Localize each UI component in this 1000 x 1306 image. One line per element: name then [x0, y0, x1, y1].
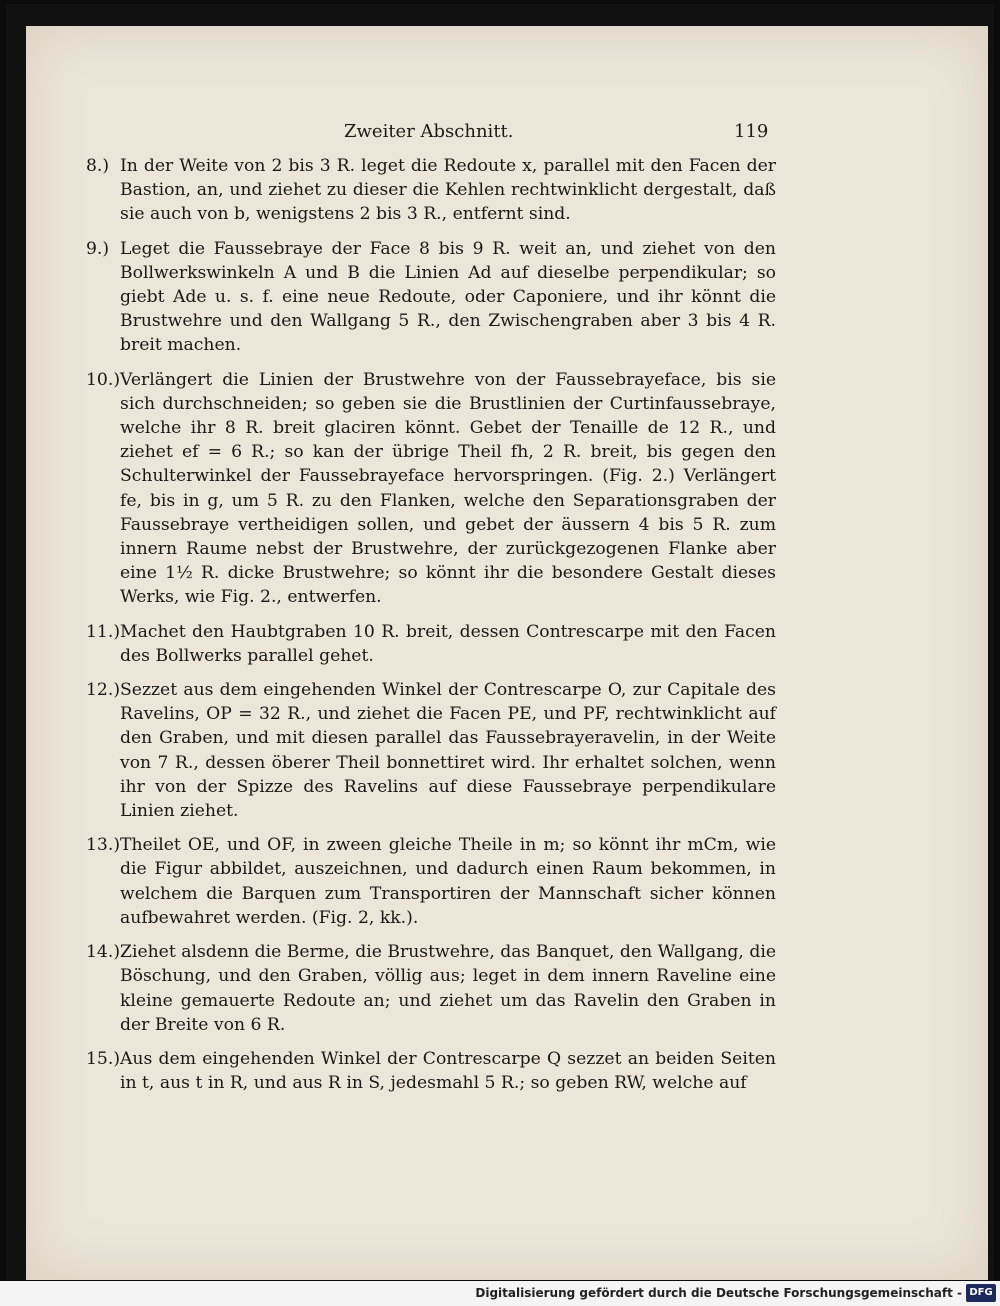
digitization-footer: [0, 1281, 1000, 1306]
paragraph-text: Sezzet aus dem eingehenden Winkel der Contrescarpe O, zur Capitale des Ravelins, OP = 32 R., und ziehet die Facen PE, und PF, rechtwinklicht auf den Graben, und mit diesen parallel das Faussebrayeravelin, in der Weite von 7 R., dessen öberer Theil bonnettiret wird. Ihr erhaltet solchen, wenn ihr von der Spizze des Ravelins auf diese Faussebraye perpendikulare Linien ziehet.: [120, 680, 776, 822]
book-page: [26, 26, 988, 1280]
running-header: [26, 121, 988, 149]
paragraph-number: 13.): [86, 835, 121, 856]
paragraph-number: 8.): [86, 156, 110, 176]
numbered-paragraph-13: [86, 833, 776, 930]
footer-credit: Digitalisierung gefördert durch die Deutsche Forschungsgemeinschaft -: [475, 1286, 962, 1300]
paragraph-text: Ziehet alsdenn die Berme, die Brustwehre, das Banquet, den Wallgang, die Böschung, und den Graben, völlig aus; leget in dem innern Raveline eine kleine gemauerte Redoute an; und ziehet um das Ravelin den Graben in der Breite von 6 R.: [120, 942, 776, 1035]
paragraph-number: 11.): [86, 621, 121, 642]
paragraph-number: 9.): [86, 238, 110, 259]
numbered-paragraph-9: [86, 237, 776, 358]
numbered-paragraph-10: [86, 368, 776, 610]
paragraph-text: Leget die Faussebraye der Face 8 bis 9 R. weit an, und ziehet von den Bollwerkswinkeln A und B die Linien Ad auf dieselbe perpendikular; so giebt Ade u. s. f. eine neue Redoute, oder Caponiere, und ihr könnt die Brustwehre und den Wallgang 5 R., den Zwischengraben aber 3 bis 4 R. breit machen.: [120, 238, 776, 356]
paragraph-text: In der Weite von 2 bis 3 R. leget die Redoute x, parallel mit den Facen der Bastion, an, und ziehet zu dieser die Kehlen rechtwinklicht dergestalt, daß sie auch von b, wenigstens 2 bis 3 R., entfernt sind.: [120, 156, 776, 225]
paragraph-text: Verlängert die Linien der Brustwehre von der Faussebrayeface, bis sie sich durchschneiden; so geben sie die Brustlinien der Curtinfaussebraye, welche ihr 8 R. breit glaciren könnt. Gebet der Tenaille de 12 R., und ziehet ef = 6 R.; so kan der übrige Theil fh, 2 R. breit, bis gegen den Schulterwinkel der Faussebrayeface hervorspringen. (Fig. 2.) Verlängert fe, bis in g, um 5 R. zu den Flanken, welche den Separationsgraben der Faussebraye vertheidigen sollen, und gebet der äussern 4 bis 5 R. zum innern Raume nebst der Brustwehre, der zurückgezogenen Flanke aber eine 1½ R. dicke Brustwehre; so könnt ihr die besondere Gestalt dieses Werks, wie Fig. 2., entwerfen.: [120, 369, 776, 608]
paragraph-text: Aus dem eingehenden Winkel der Contrescarpe Q sezzet an beiden Seiten in t, aus t in R, und aus R in S, jedesmahl 5 R.; so geben RW, welche auf: [120, 1048, 776, 1094]
numbered-paragraph-11: [86, 620, 776, 668]
paragraph-number: 15.): [86, 1048, 121, 1069]
paragraph-number: 14.): [86, 942, 121, 963]
paragraph-number: 10.): [86, 369, 121, 390]
paragraph-text: Theilet OE, und OF, in zween gleiche Theile in m; so könnt ihr mCm, wie die Figur abbildet, auszeichnen, und dadurch einen Raum bekommen, in welchem die Barquen zum Transportiren der Mannschaft sicher können aufbewahret werden. (Fig. 2, kk.).: [120, 835, 776, 928]
numbered-paragraph-14: [86, 940, 776, 1037]
paragraph-number: 12.): [86, 680, 121, 701]
dfg-logo-icon: DFG: [966, 1284, 996, 1302]
page-number: 119: [734, 121, 769, 142]
scan-background: [6, 4, 994, 1280]
paragraph-text: Machet den Haubtgraben 10 R. breit, dessen Contrescarpe mit den Facen des Bollwerks parallel gehet.: [120, 621, 776, 666]
numbered-paragraph-12: [86, 678, 776, 823]
numbered-paragraph-8: [86, 154, 776, 227]
page-body: [86, 154, 776, 1105]
numbered-paragraph-15: [86, 1047, 776, 1095]
header-title: Zweiter Abschnitt.: [344, 121, 514, 142]
